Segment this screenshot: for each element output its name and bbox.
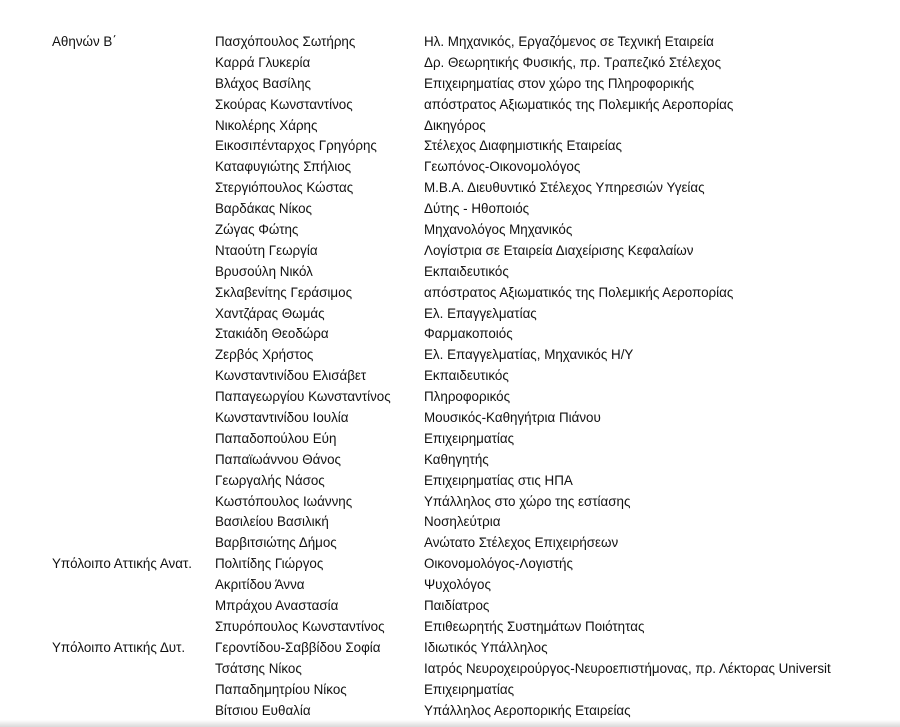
candidate-name: Νταούτη Γεωργία <box>215 242 318 258</box>
candidate-occupation: Επιχειρηματίας <box>424 430 515 446</box>
candidate-row <box>0 178 900 199</box>
candidate-occupation: Δρ. Θεωρητικής Φυσικής, πρ. Τραπεζικό Στέλεχος <box>424 54 722 70</box>
candidate-row <box>0 492 900 513</box>
candidate-name: Βλάχος Βασίλης <box>215 75 311 91</box>
candidate-row <box>0 471 900 492</box>
candidate-name: Πασχόπουλος Σωτήρης <box>215 34 356 49</box>
district-cell: Υπόλοιπο Αττικής Ανατ. <box>52 556 192 572</box>
candidate-name: Χαντζάρας Θωμάς <box>215 305 325 321</box>
candidate-occupation: Φαρμακοποιός <box>424 326 513 342</box>
candidate-row <box>0 262 900 283</box>
candidate-name: Παπαϊωάννου Θάνος <box>215 451 342 467</box>
candidate-occupation: Λογίστρια σε Εταιρεία Διαχείρισης Κεφαλαίων <box>424 242 694 258</box>
candidate-occupation: Υπάλληλος στο χώρο της εστίασης <box>424 493 631 509</box>
candidate-row <box>0 53 900 74</box>
candidate-row <box>0 554 900 575</box>
candidate-name: Παπαδημητρίου Νίκος <box>215 681 347 697</box>
candidate-occupation: Νοσηλεύτρια <box>424 514 501 530</box>
candidate-table <box>0 32 900 721</box>
candidate-occupation: Μηχανολόγος Μηχανικός <box>424 222 573 238</box>
candidate-row <box>0 157 900 178</box>
candidate-row <box>0 345 900 366</box>
candidate-row <box>0 408 900 429</box>
candidate-occupation: Μουσικός-Καθηγήτρια Πιάνου <box>424 410 601 426</box>
candidate-row <box>0 701 900 722</box>
district-cell: Αθηνών Β΄ <box>52 34 117 49</box>
candidate-row <box>0 241 900 262</box>
candidate-name: Νικολέρης Χάρης <box>215 117 318 133</box>
candidate-name: Μπράχου Αναστασία <box>215 598 339 614</box>
candidate-occupation: Εκπαιδευτικός <box>424 368 509 384</box>
candidate-row <box>0 638 900 659</box>
candidate-row <box>0 575 900 596</box>
candidate-row <box>0 533 900 554</box>
candidate-row <box>0 387 900 408</box>
candidate-row <box>0 283 900 304</box>
candidate-name: Σπυρόπουλος Κωνσταντίνος <box>215 618 385 634</box>
candidate-name: Ζώγας Φώτης <box>215 222 299 238</box>
candidate-occupation: Οικονομολόγος-Λογιστής <box>424 556 573 572</box>
candidate-row <box>0 95 900 116</box>
candidate-name: Βίτσιου Ευθαλία <box>215 702 311 718</box>
candidate-row <box>0 136 900 157</box>
candidate-name: Κωνσταντινίδου Ιουλία <box>215 410 349 426</box>
candidate-name: Ακριτίδου Άννα <box>215 577 305 593</box>
candidate-occupation: Ηλ. Μηχανικός, Εργαζόμενος σε Τεχνική Εταιρεία <box>424 34 714 49</box>
candidate-occupation: Στέλεχος Διαφημιστικής Εταιρείας <box>424 138 622 154</box>
candidate-occupation: Ιατρός Νευροχειρούργος-Νευροεπιστήμονας, πρ. Λέκτορας Universit <box>424 660 831 676</box>
candidate-occupation: Παιδίατρος <box>424 598 490 614</box>
candidate-name: Παπαδοπούλου Εύη <box>215 430 337 446</box>
candidate-name: Βαρβιτσιώτης Δήμος <box>215 535 337 551</box>
candidate-occupation: Ελ. Επαγγελματίας, Μηχανικός Η/Υ <box>424 347 634 363</box>
candidate-occupation: Γεωπόνος-Οικονομολόγος <box>424 159 581 175</box>
candidate-occupation: Υπάλληλος Αεροπορικής Εταιρείας <box>424 702 631 718</box>
candidate-name: Καταφυγιώτης Σπήλιος <box>215 159 352 175</box>
candidate-occupation: Επιχειρηματίας <box>424 681 515 697</box>
candidate-name: Ζερβός Χρήστος <box>215 347 314 363</box>
candidate-occupation: Εκπαιδευτικός <box>424 263 509 279</box>
candidate-occupation: Επιθεωρητής Συστημάτων Ποιότητας <box>424 618 645 634</box>
candidate-row <box>0 304 900 325</box>
candidate-occupation: Επιχειρηματίας στις ΗΠΑ <box>424 472 573 488</box>
candidate-row <box>0 32 900 53</box>
candidate-occupation: Ιδιωτικός Υπάλληλος <box>424 639 548 655</box>
candidate-occupation: Πληροφορικός <box>424 389 511 405</box>
candidate-name: Σκλαβενίτης Γεράσιμος <box>215 284 353 300</box>
candidate-row <box>0 324 900 345</box>
candidate-occupation: Επιχειρηματίας στον χώρο της Πληροφορικής <box>424 75 695 91</box>
candidate-occupation: Δύτης - Ηθοποιός <box>424 201 530 217</box>
candidate-row <box>0 220 900 241</box>
candidate-name: Τσάτσης Νίκος <box>215 660 302 676</box>
candidate-name: Γεροντίδου-Σαββίδου Σοφία <box>215 639 381 655</box>
candidate-name: Πολιτίδης Γιώργος <box>215 556 324 572</box>
candidate-name: Σκούρας Κωνσταντίνος <box>215 96 353 112</box>
candidate-name: Βρυσούλη Νικόλ <box>215 263 313 279</box>
district-cell: Υπόλοιπο Αττικής Δυτ. <box>52 639 186 655</box>
candidate-name: Καρρά Γλυκερία <box>215 54 311 70</box>
candidate-name: Κωστόπουλος Ιωάννης <box>215 493 353 509</box>
candidate-row <box>0 366 900 387</box>
candidate-row <box>0 659 900 680</box>
candidate-name: Γεωργαλής Νάσος <box>215 472 325 488</box>
candidate-occupation: Δικηγόρος <box>424 117 486 133</box>
candidate-row <box>0 429 900 450</box>
candidate-name: Κωνσταντινίδου Ελισάβετ <box>215 368 367 384</box>
candidate-row <box>0 199 900 220</box>
candidate-occupation: Ανώτατο Στέλεχος Επιχειρήσεων <box>424 535 619 551</box>
candidate-name: Εικοσιπένταρχος Γρηγόρης <box>215 138 377 154</box>
candidate-occupation: Μ.Β.Α. Διευθυντικό Στέλεχος Υπηρεσιών Υγείας <box>424 180 705 196</box>
candidate-occupation: απόστρατος Αξιωματικός της Πολεμικής Αεροπορίας <box>424 284 734 300</box>
candidate-row <box>0 680 900 701</box>
candidate-occupation: Καθηγητής <box>424 451 489 467</box>
candidate-row <box>0 116 900 137</box>
candidate-row <box>0 74 900 95</box>
candidate-name: Παπαγεωργίου Κωνσταντίνος <box>215 389 391 405</box>
candidate-occupation: Ελ. Επαγγελματίας <box>424 305 537 321</box>
candidate-occupation: απόστρατος Αξιωματικός της Πολεμικής Αεροπορίας <box>424 96 734 112</box>
candidate-name: Στακιάδη Θεοδώρα <box>215 326 329 342</box>
candidate-name: Βασιλείου Βασιλική <box>215 514 329 530</box>
candidate-row <box>0 617 900 638</box>
candidate-row <box>0 450 900 471</box>
candidate-row <box>0 512 900 533</box>
candidate-row <box>0 596 900 617</box>
candidate-name: Βαρδάκας Νίκος <box>215 201 313 217</box>
candidate-name: Στεργιόπουλος Κώστας <box>215 180 354 196</box>
page-bottom-edge <box>0 720 900 727</box>
candidate-occupation: Ψυχολόγος <box>424 577 491 593</box>
